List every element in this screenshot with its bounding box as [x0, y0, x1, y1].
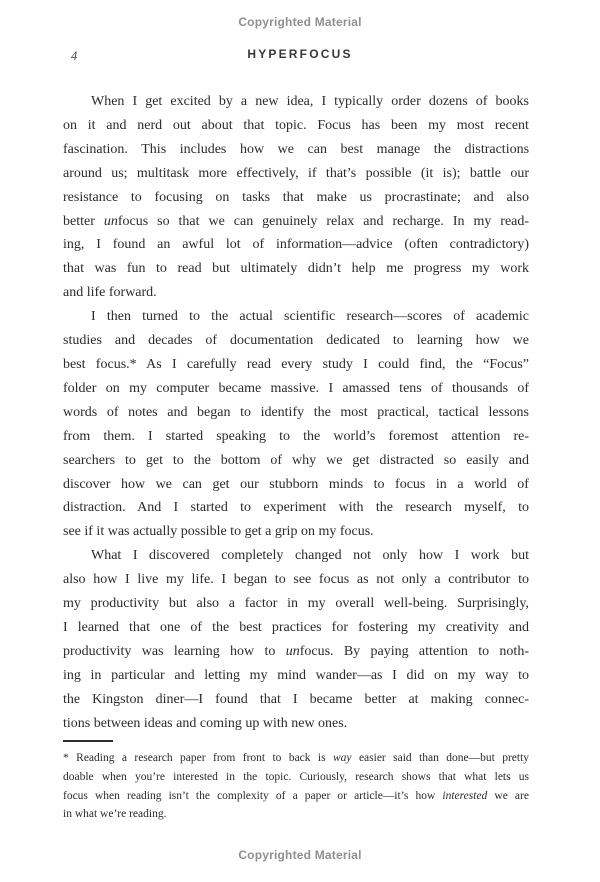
- text-segment: doable when you’re interested in the topic. Curiously, research shows that what lets us: [63, 771, 530, 784]
- italic-text: interested: [442, 789, 488, 802]
- body-line: [63, 114, 529, 138]
- paragraphs-container: [63, 90, 529, 735]
- page-body: [63, 90, 529, 824]
- body-line: [63, 496, 529, 520]
- paragraph: [63, 305, 529, 544]
- text-segment: distraction. And I started to experiment with the research myself, to: [63, 500, 529, 516]
- body-line: [63, 712, 529, 736]
- italic-text: way: [333, 752, 352, 765]
- footnote-line: [63, 768, 529, 787]
- footnote-line: [63, 805, 529, 824]
- text-segment: on it and nerd out about that topic. Focus has been my most recent: [63, 117, 529, 133]
- text-segment: productivity was learning how to: [63, 643, 286, 659]
- paragraph: [63, 90, 529, 305]
- text-segment: When I get excited by a new idea, I typically order dozens of books: [91, 94, 529, 109]
- footnote-rule: [63, 740, 113, 742]
- text-segment: easier said than done—but pretty: [351, 752, 530, 765]
- italic-text: un: [103, 213, 118, 229]
- footnote: [63, 749, 529, 823]
- page-number: 4: [71, 49, 78, 63]
- body-line: [63, 329, 529, 353]
- text-segment: see if it was actually possible to get a grip on my focus.: [63, 524, 374, 540]
- text-segment: searchers to get to the bottom of why we get distracted so easily and: [63, 452, 530, 468]
- page-header: [0, 47, 600, 65]
- paragraph: [63, 544, 529, 735]
- body-line: [63, 544, 529, 568]
- text-segment: words of notes and began to identify the most practical, tactical lessons: [63, 404, 529, 420]
- text-segment: studies and decades of documentation dedicated to learning how we: [63, 333, 530, 349]
- text-segment: best focus.* As I carefully read every study I could find, the “Focus”: [63, 356, 530, 372]
- text-segment: also how I live my life. I began to see focus as not only a contributor to: [63, 572, 530, 588]
- body-line: [63, 377, 529, 401]
- text-segment: focus when reading isn’t the complexity of a paper or article—it’s how: [63, 789, 443, 802]
- text-segment: from them. I started speaking to the world’s foremost attention re-: [63, 428, 530, 444]
- body-line: [63, 568, 529, 592]
- text-segment: ing in particular and letting my mind wander—as I did on my way to: [63, 667, 530, 683]
- body-line: [63, 425, 529, 449]
- copyright-banner-top: Copyrighted Material: [238, 15, 362, 29]
- text-segment: the Kingston diner—I found that I became better at making connec-: [63, 691, 530, 707]
- text-segment: around us; multitask more effectively, if that’s possible (it is); battle our: [63, 165, 529, 181]
- body-line: [63, 473, 529, 497]
- copyright-banner-bottom: Copyrighted Material: [238, 848, 362, 862]
- body-line: [63, 138, 529, 162]
- body-line: [63, 90, 529, 114]
- text-segment: in what we’re reading.: [63, 808, 167, 821]
- text-segment: I learned that one of the best practices for fostering my creativity and: [63, 619, 530, 635]
- italic-text: un: [285, 643, 300, 659]
- body-line: [63, 664, 529, 688]
- text-segment: tions between ideas and coming up with new ones.: [63, 715, 348, 731]
- text-segment: discover how we can get our stubborn minds to focus in a world of: [63, 476, 529, 492]
- text-segment: focus. By paying attention to noth-: [299, 643, 529, 659]
- body-line: [63, 186, 529, 210]
- body-line: [63, 257, 529, 281]
- text-segment: * Reading a research paper from front to back is: [63, 752, 334, 765]
- running-title: HYPERFOCUS: [247, 47, 353, 61]
- body-line: [63, 616, 529, 640]
- text-segment: my productivity but also a factor in my overall well-being. Surprisingly,: [63, 596, 529, 612]
- body-line: [63, 162, 529, 186]
- text-segment: that was fun to read but ultimately didn’t help me progress my work: [63, 261, 530, 277]
- text-segment: better: [63, 213, 104, 229]
- body-line: [63, 688, 529, 712]
- text-segment: ing, I found an awful lot of information—advice (often contradictory): [63, 237, 529, 253]
- body-line: [63, 520, 529, 544]
- footnote-line: [63, 749, 529, 768]
- body-line: [63, 210, 529, 234]
- body-line: [63, 640, 529, 664]
- body-line: [63, 233, 529, 257]
- text-segment: What I discovered completely changed not only how I work but: [91, 548, 529, 564]
- text-segment: folder on my computer became massive. I amassed tens of thousands of: [63, 380, 530, 396]
- text-segment: fascination. This includes how we can best manage the distractions: [63, 141, 530, 157]
- text-segment: resistance to focusing on tasks that make us procrastinate; and also: [63, 189, 530, 205]
- text-segment: I then turned to the actual scientific research—scores of academic: [91, 309, 530, 325]
- text-segment: focus so that we can genuinely relax and recharge. In my read-: [117, 213, 530, 229]
- body-line: [63, 401, 529, 425]
- text-segment: and life forward.: [63, 285, 157, 301]
- text-segment: we are: [487, 789, 529, 802]
- body-line: [63, 592, 529, 616]
- body-line: [63, 353, 529, 377]
- footnote-line: [63, 787, 529, 806]
- body-line: [63, 281, 529, 305]
- body-line: [63, 305, 529, 329]
- body-line: [63, 449, 529, 473]
